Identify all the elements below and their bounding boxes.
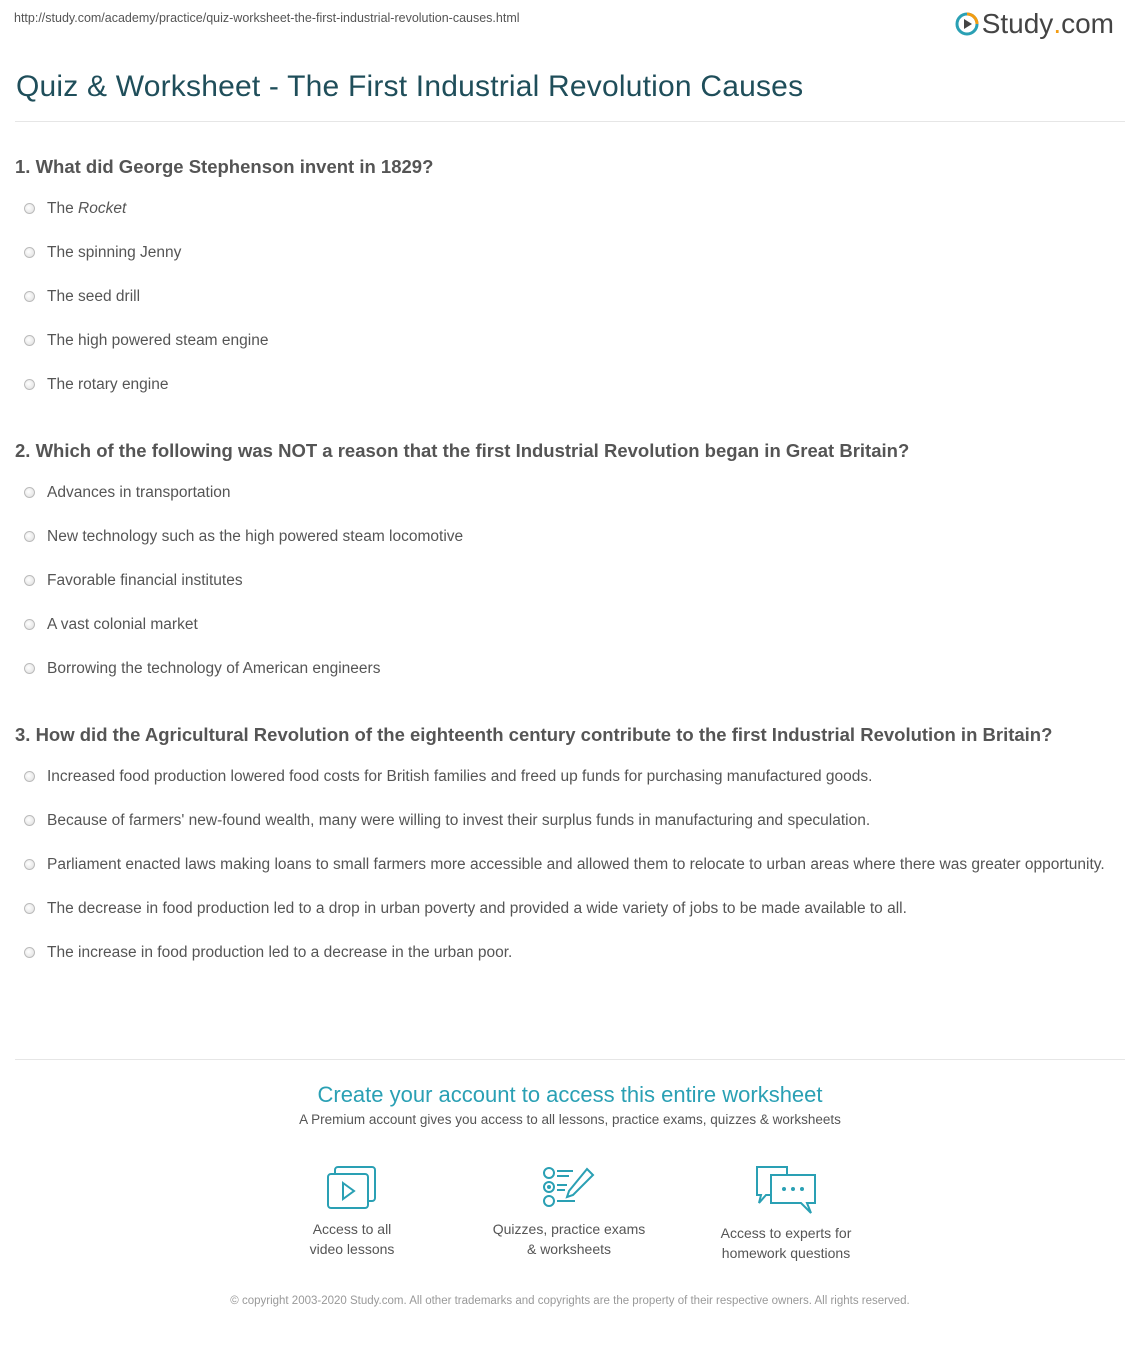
answer-italic-text: Rocket	[78, 200, 127, 217]
play-logo-icon	[955, 12, 979, 36]
answer-option[interactable]	[15, 283, 1115, 311]
answer-option[interactable]	[15, 239, 1115, 267]
answer-text: Favorable financial institutes	[47, 572, 243, 589]
answer-text: The decrease in food production led to a drop in urban poverty and provided a wide variety of jobs to be made available to all.	[47, 900, 907, 917]
divider	[15, 121, 1125, 122]
answer-option[interactable]	[15, 895, 1115, 923]
answer-text: Advances in transportation	[47, 484, 231, 501]
feature-label: & worksheets	[526, 1241, 612, 1257]
answer-text: The high powered steam engine	[47, 332, 269, 349]
answer-option[interactable]	[15, 371, 1115, 399]
answer-option[interactable]	[15, 763, 1115, 791]
feature-video-lessons	[252, 1165, 452, 1259]
cta-title-link[interactable]: Create your account to access this entire worksheet	[317, 1082, 823, 1107]
quiz-icon	[541, 1165, 597, 1211]
answer-text: The spinning Jenny	[47, 244, 182, 261]
feature-label: homework questions	[721, 1245, 851, 1261]
signup-cta	[0, 1082, 1140, 1127]
radio-icon[interactable]	[24, 771, 35, 782]
radio-icon[interactable]	[24, 487, 35, 498]
radio-icon[interactable]	[24, 815, 35, 826]
chat-icon	[754, 1165, 818, 1215]
feature-label: video lessons	[309, 1241, 395, 1257]
feature-label: Quizzes, practice exams	[492, 1221, 646, 1237]
answer-text: Borrowing the technology of American engineers	[47, 660, 381, 677]
radio-icon[interactable]	[24, 247, 35, 258]
radio-icon[interactable]	[24, 947, 35, 958]
answer-option[interactable]	[15, 567, 1115, 595]
question-1	[15, 153, 1115, 415]
radio-icon[interactable]	[24, 619, 35, 630]
feature-quizzes	[469, 1165, 669, 1259]
answer-text: Parliament enacted laws making loans to small farmers more accessible and allowed them to relocate to urban areas where there was greater opportunity.	[47, 856, 1105, 873]
radio-icon[interactable]	[24, 335, 35, 346]
answer-text: Because of farmers' new-found wealth, many were willing to invest their surplus funds in manufacturing and speculation.	[47, 812, 871, 829]
video-lessons-icon	[326, 1165, 378, 1211]
study-logo[interactable]	[955, 8, 1114, 40]
radio-icon[interactable]	[24, 575, 35, 586]
answer-option[interactable]	[15, 523, 1115, 551]
page-title: Quiz & Worksheet - The First Industrial Revolution Causes	[16, 70, 804, 103]
answer-option[interactable]	[15, 327, 1115, 355]
radio-icon[interactable]	[24, 663, 35, 674]
answer-text: The seed drill	[47, 288, 141, 305]
answer-option[interactable]	[15, 807, 1115, 835]
cta-subtitle: A Premium account gives you access to all lessons, practice exams, quizzes & worksheets	[299, 1112, 841, 1127]
radio-icon[interactable]	[24, 859, 35, 870]
answer-text: Increased food production lowered food costs for British families and freed up funds for purchasing manufactured goods.	[47, 768, 873, 785]
logo-tld: com	[1061, 8, 1114, 39]
radio-icon[interactable]	[24, 203, 35, 214]
question-text: 2. Which of the following was NOT a reason that the first Industrial Revolution began in Great Britain?	[15, 440, 910, 461]
copyright: © copyright 2003-2020 Study.com. All other trademarks and copyrights are the property of their respective owners. All rights reserved.	[230, 1295, 910, 1307]
answer-option[interactable]	[15, 655, 1115, 683]
feature-label: Access to all	[312, 1221, 392, 1237]
feature-label: Access to experts for	[720, 1225, 852, 1241]
answer-text: New technology such as the high powered steam locomotive	[47, 528, 464, 545]
radio-icon[interactable]	[24, 903, 35, 914]
answer-text: A vast colonial market	[47, 616, 198, 633]
question-text: 1. What did George Stephenson invent in 1829?	[15, 156, 434, 177]
answer-option[interactable]	[15, 939, 1115, 967]
answer-option[interactable]	[15, 479, 1115, 507]
answer-option[interactable]	[15, 851, 1115, 879]
question-text: 3. How did the Agricultural Revolution of the eighteenth century contribute to the first Industrial Revolution in Britain?	[15, 724, 1053, 745]
answer-option[interactable]	[15, 195, 1115, 223]
answer-text: The	[47, 200, 79, 217]
radio-icon[interactable]	[24, 291, 35, 302]
answer-text: The increase in food production led to a decrease in the urban poor.	[47, 944, 513, 961]
feature-experts	[686, 1165, 886, 1263]
page-url: http://study.com/academy/practice/quiz-worksheet-the-first-industrial-revolution-causes.html	[14, 11, 520, 25]
divider	[15, 1059, 1125, 1060]
answer-text: The rotary engine	[47, 376, 169, 393]
radio-icon[interactable]	[24, 379, 35, 390]
radio-icon[interactable]	[24, 531, 35, 542]
logo-name: Study	[981, 8, 1054, 39]
question-3	[15, 721, 1115, 983]
answer-option[interactable]	[15, 611, 1115, 639]
question-2	[15, 437, 1115, 699]
logo-dot: .	[1053, 8, 1062, 39]
